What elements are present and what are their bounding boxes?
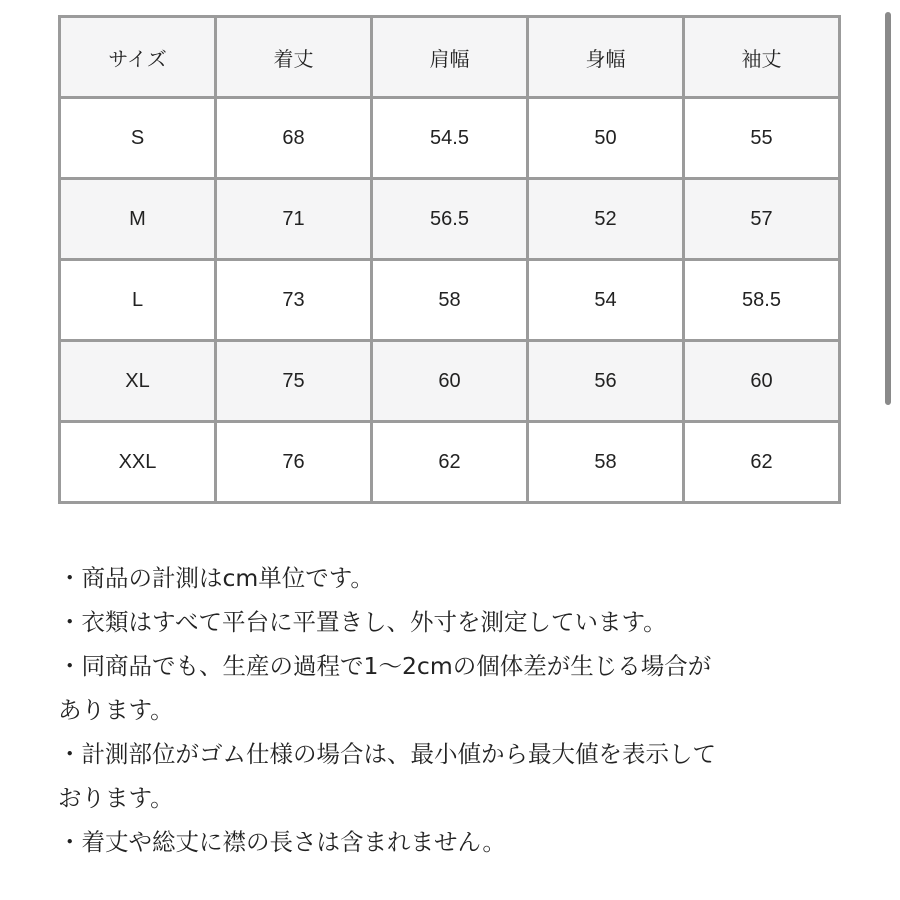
table-row bbox=[60, 179, 840, 260]
note-line: ・衣類はすべて平台に平置きし、外寸を測定しています。 bbox=[58, 608, 667, 636]
cell-body-width: 52 bbox=[528, 179, 684, 260]
size-chart-table bbox=[58, 15, 841, 504]
cell-length: 75 bbox=[216, 341, 372, 422]
cell-size: XL bbox=[60, 341, 216, 422]
note-line: ・着丈や総丈に襟の長さは含まれません。 bbox=[58, 828, 506, 856]
table-row bbox=[60, 98, 840, 179]
cell-shoulder-width: 58 bbox=[372, 260, 528, 341]
cell-shoulder-width: 62 bbox=[372, 422, 528, 503]
cell-body-width: 54 bbox=[528, 260, 684, 341]
table-row bbox=[60, 422, 840, 503]
cell-sleeve-length: 55 bbox=[684, 98, 840, 179]
header-sleeve-length: 袖丈 bbox=[684, 17, 840, 98]
cell-sleeve-length: 58.5 bbox=[684, 260, 840, 341]
cell-sleeve-length: 62 bbox=[684, 422, 840, 503]
cell-sleeve-length: 57 bbox=[684, 179, 840, 260]
table-row bbox=[60, 260, 840, 341]
cell-length: 76 bbox=[216, 422, 372, 503]
header-length: 着丈 bbox=[216, 17, 372, 98]
cell-size: S bbox=[60, 98, 216, 179]
cell-body-width: 56 bbox=[528, 341, 684, 422]
table-header-row bbox=[60, 17, 840, 98]
cell-size: L bbox=[60, 260, 216, 341]
cell-body-width: 50 bbox=[528, 98, 684, 179]
cell-size: XXL bbox=[60, 422, 216, 503]
cell-shoulder-width: 54.5 bbox=[372, 98, 528, 179]
cell-sleeve-length: 60 bbox=[684, 341, 840, 422]
cell-size: M bbox=[60, 179, 216, 260]
header-size: サイズ bbox=[60, 17, 216, 98]
vertical-scrollbar[interactable] bbox=[885, 12, 891, 405]
cell-length: 68 bbox=[216, 98, 372, 179]
note-line: ・同商品でも、生産の過程で1〜2cmの個体差が生じる場合が bbox=[58, 652, 712, 680]
header-body-width: 身幅 bbox=[528, 17, 684, 98]
cell-shoulder-width: 60 bbox=[372, 341, 528, 422]
header-shoulder-width: 肩幅 bbox=[372, 17, 528, 98]
cell-length: 73 bbox=[216, 260, 372, 341]
note-line: おります。 bbox=[58, 784, 174, 812]
cell-length: 71 bbox=[216, 179, 372, 260]
note-line: ・商品の計測はcm単位です。 bbox=[58, 564, 374, 592]
measurement-notes bbox=[58, 556, 858, 864]
table-row bbox=[60, 341, 840, 422]
note-line: ・計測部位がゴム仕様の場合は、最小値から最大値を表示して bbox=[58, 740, 716, 768]
cell-body-width: 58 bbox=[528, 422, 684, 503]
note-line: あります。 bbox=[58, 696, 174, 724]
cell-shoulder-width: 56.5 bbox=[372, 179, 528, 260]
